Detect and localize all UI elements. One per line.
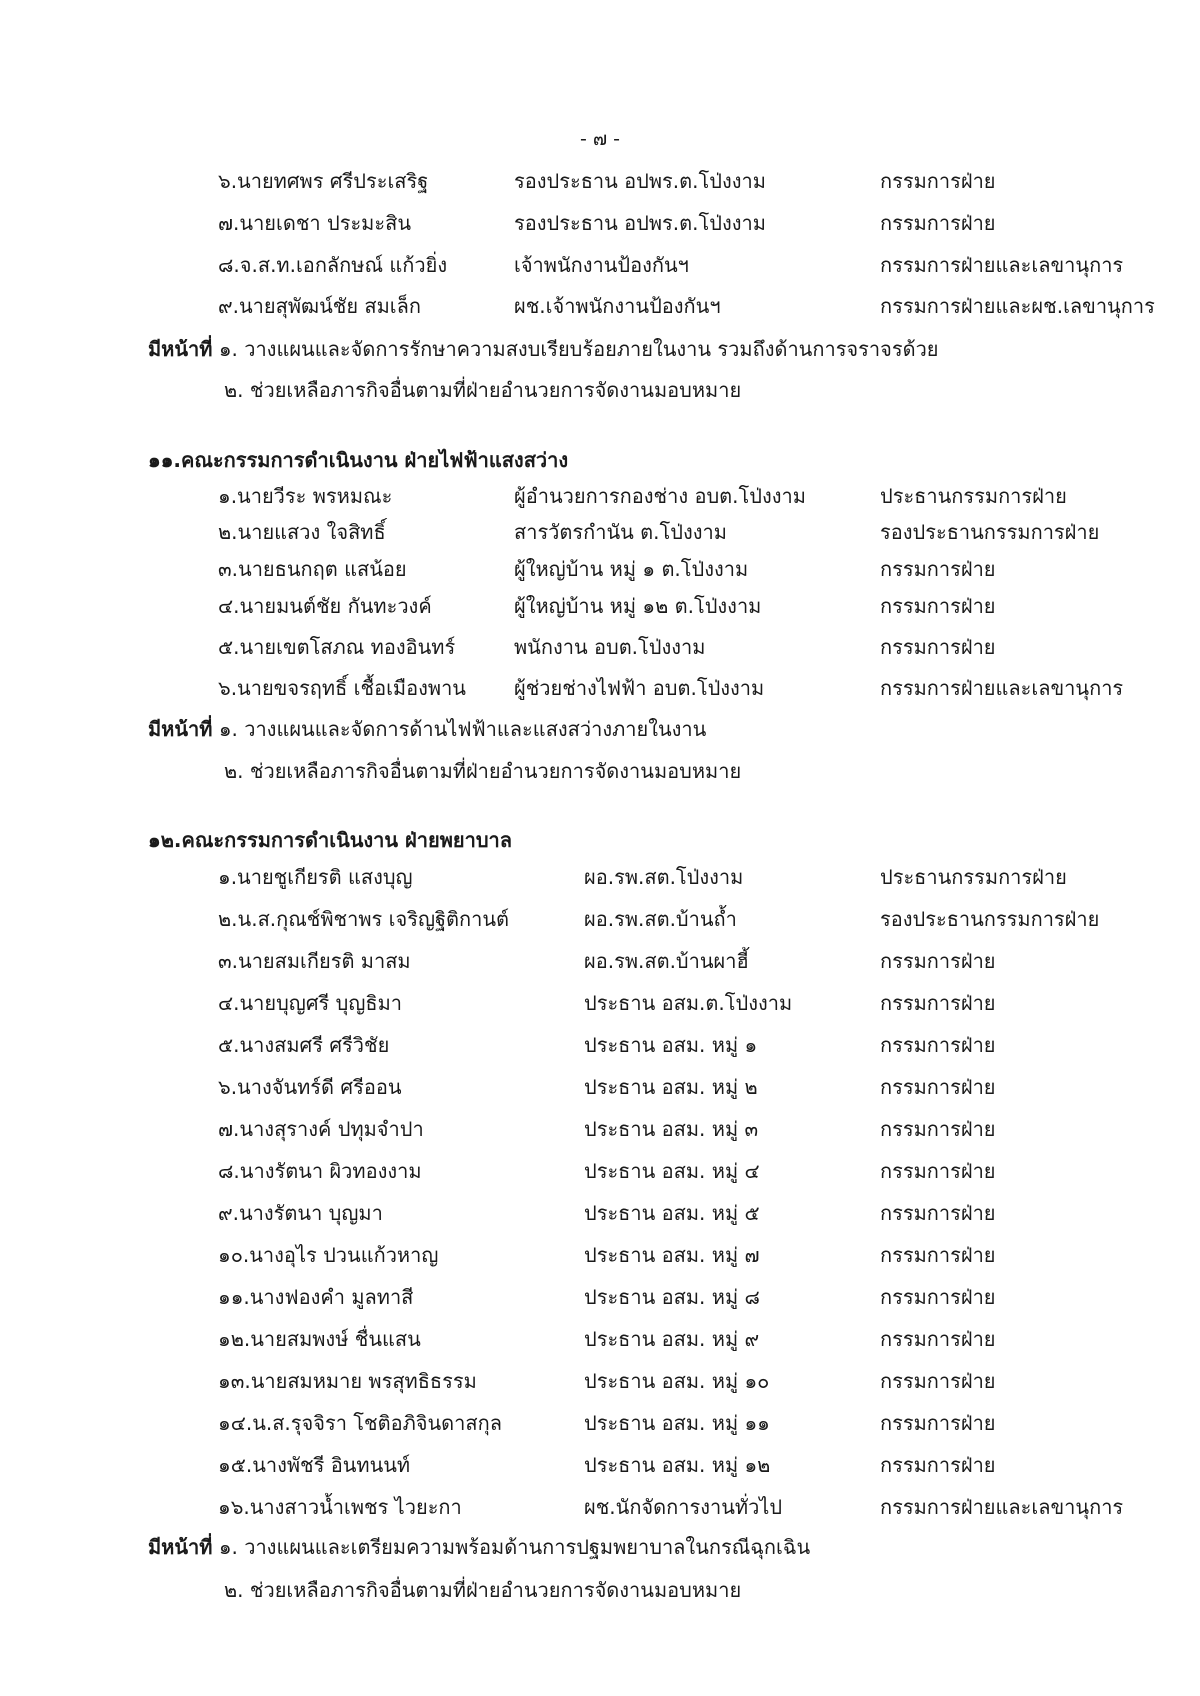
member-row (0, 987, 1200, 1021)
duty-line: ๒. ช่วยเหลือภารกิจอื่นตามที่ฝ่ายอำนวยการจัดงานมอบหมาย (224, 759, 742, 783)
member-position: ผู้ช่วยช่างไฟฟ้า อบต.โป่งงาม (514, 676, 765, 700)
member-row (0, 1449, 1200, 1483)
member-position: ประธาน อสม.ต.โป่งงาม (584, 991, 793, 1015)
member-position: ประธาน อสม. หมู่ ๕ (584, 1201, 760, 1225)
member-row (0, 516, 1200, 550)
member-row (0, 249, 1200, 283)
member-role: กรรมการฝ่าย (880, 1159, 996, 1183)
member-row (0, 1491, 1200, 1525)
duty-line: ๒. ช่วยเหลือภารกิจอื่นตามที่ฝ่ายอำนวยการจัดงานมอบหมาย (224, 1578, 742, 1602)
duty-text: ๑. วางแผนและเตรียมความพร้อมด้านการปฐมพยาบาลในกรณีฉุกเฉิน (218, 1535, 811, 1559)
member-position: พนักงาน อบต.โป่งงาม (514, 635, 706, 659)
member-position: ผู้ใหญ่บ้าน หมู่ ๑ ต.โป่งงาม (514, 557, 749, 581)
member-role: กรรมการฝ่าย (880, 1243, 996, 1267)
member-role: กรรมการฝ่าย (880, 594, 996, 618)
member-position: ประธาน อสม. หมู่ ๑๐ (584, 1369, 770, 1393)
member-position: ประธาน อสม. หมู่ ๑๑ (584, 1411, 770, 1435)
member-position: ประธาน อสม. หมู่ ๗ (584, 1243, 760, 1267)
member-name: ๑๔.น.ส.รุจจิรา โชติอภิจินดาสกุล (218, 1411, 502, 1435)
member-row (0, 480, 1200, 514)
member-role: ประธานกรรมการฝ่าย (880, 865, 1067, 889)
member-role: กรรมการฝ่าย (880, 211, 996, 235)
member-row (0, 1365, 1200, 1399)
member-name: ๗.นายเดชา ประมะสิน (218, 211, 411, 235)
member-name: ๕.นางสมศรี ศรีวิชัย (218, 1033, 390, 1057)
member-role: กรรมการฝ่าย (880, 1327, 996, 1351)
page-number: - ๗ - (579, 128, 621, 150)
member-position: ประธาน อสม. หมู่ ๙ (584, 1327, 760, 1351)
member-position: ผู้ใหญ่บ้าน หมู่ ๑๒ ต.โป่งงาม (514, 594, 762, 618)
member-row (0, 1239, 1200, 1273)
member-name: ๑.นายวีระ พรหมณะ (218, 484, 393, 508)
member-position: ประธาน อสม. หมู่ ๑ (584, 1033, 758, 1057)
member-position: ผอ.รพ.สต.บ้านผาฮี้ (584, 949, 749, 973)
member-row (0, 1281, 1200, 1315)
member-role: กรรมการฝ่าย (880, 1201, 996, 1225)
member-row (0, 1407, 1200, 1441)
member-name: ๑๖.นางสาวน้ำเพชร ไวยะกา (218, 1495, 462, 1519)
member-position: ประธาน อสม. หมู่ ๔ (584, 1159, 760, 1183)
member-row (0, 945, 1200, 979)
duty-line (148, 1531, 810, 1563)
member-position: รองประธาน อปพร.ต.โป่งงาม (514, 169, 766, 193)
member-name: ๔.นายมนต์ชัย กันทะวงค์ (218, 594, 432, 618)
member-name: ๓.นายสมเกียรติ มาสม (218, 949, 411, 973)
duty-line (148, 333, 939, 365)
member-row (0, 1071, 1200, 1105)
member-name: ๑๓.นายสมหมาย พรสุทธิธรรม (218, 1369, 477, 1393)
duty-label: มีหน้าที่ (148, 1535, 213, 1559)
member-name: ๑.นายชูเกียรติ แสงบุญ (218, 865, 413, 889)
member-position: ประธาน อสม. หมู่ ๘ (584, 1285, 760, 1309)
member-role: กรรมการฝ่ายและเลขานุการ (880, 676, 1124, 700)
member-role: กรรมการฝ่าย (880, 1411, 996, 1435)
member-row (0, 861, 1200, 895)
member-position: ประธาน อสม. หมู่ ๒ (584, 1075, 758, 1099)
member-role: รองประธานกรรมการฝ่าย (880, 907, 1100, 931)
member-name: ๙.นางรัตนา บุญมา (218, 1201, 383, 1225)
member-name: ๗.นางสุรางค์ ปทุมจำปา (218, 1117, 424, 1141)
member-name: ๘.จ.ส.ท.เอกลักษณ์ แก้วยิ่ง (218, 253, 448, 277)
member-row (0, 631, 1200, 665)
member-position: รองประธาน อปพร.ต.โป่งงาม (514, 211, 766, 235)
member-name: ๑๒.นายสมพงษ์ ชื่นแสน (218, 1327, 421, 1351)
member-name: ๒.น.ส.กุณช์พิชาพร เจริญฐิติกานต์ (218, 907, 510, 931)
member-row (0, 590, 1200, 624)
member-role: กรรมการฝ่าย (880, 557, 996, 581)
duty-text: ๑. วางแผนและจัดการด้านไฟฟ้าและแสงสว่างภายในงาน (218, 717, 707, 741)
member-role: กรรมการฝ่าย (880, 1117, 996, 1141)
member-role: กรรมการฝ่าย (880, 1453, 996, 1477)
member-name: ๔.นายบุญศรี บุญธิมา (218, 991, 403, 1015)
member-row (0, 553, 1200, 587)
member-name: ๖.นายขจรฤทธิ์ เชื้อเมืองพาน (218, 676, 466, 700)
member-role: กรรมการฝ่าย (880, 949, 996, 973)
member-row (0, 165, 1200, 199)
member-name: ๖.นายทศพร ศรีประเสริฐ (218, 169, 429, 193)
member-name: ๑๕.นางพัชรี อินทนนท์ (218, 1453, 411, 1477)
member-row (0, 1323, 1200, 1357)
member-name: ๖.นางจันทร์ดี ศรีออน (218, 1075, 402, 1099)
member-position: ผอ.รพ.สต.โป่งงาม (584, 865, 744, 889)
member-name: ๓.นายธนกฤต แสน้อย (218, 557, 407, 581)
section-heading: ๑๑.คณะกรรมการดำเนินงาน ฝ่ายไฟฟ้าแสงสว่าง (148, 448, 569, 472)
member-name: ๒.นายแสวง ใจสิทธิ์ (218, 520, 386, 544)
member-position: ผช.เจ้าพนักงานป้องกันฯ (514, 294, 721, 318)
member-name: ๕.นายเขตโสภณ ทองอินทร์ (218, 635, 456, 659)
section-heading: ๑๒.คณะกรรมการดำเนินงาน ฝ่ายพยาบาล (148, 828, 513, 852)
member-name: ๑๑.นางฟองคำ มูลทาสี (218, 1285, 414, 1309)
member-position: ผู้อำนวยการกองช่าง อบต.โป่งงาม (514, 484, 806, 508)
member-role: กรรมการฝ่ายและเลขานุการ (880, 253, 1124, 277)
member-role: กรรมการฝ่ายและผช.เลขานุการ (880, 294, 1155, 318)
member-role: ประธานกรรมการฝ่าย (880, 484, 1067, 508)
member-name: ๑๐.นางอุไร ปวนแก้วหาญ (218, 1243, 439, 1267)
member-role: กรรมการฝ่าย (880, 991, 996, 1015)
member-role: กรรมการฝ่าย (880, 1033, 996, 1057)
member-row (0, 903, 1200, 937)
duty-text: ๑. วางแผนและจัดการรักษาความสงบเรียบร้อยภายในงาน รวมถึงด้านการจราจรด้วย (218, 337, 939, 361)
member-role: กรรมการฝ่าย (880, 1369, 996, 1393)
member-role: กรรมการฝ่าย (880, 169, 996, 193)
member-row (0, 290, 1200, 324)
member-role: กรรมการฝ่ายและเลขานุการ (880, 1495, 1124, 1519)
member-position: ประธาน อสม. หมู่ ๑๒ (584, 1453, 771, 1477)
member-row (0, 1155, 1200, 1189)
member-row (0, 672, 1200, 706)
member-row (0, 1197, 1200, 1231)
member-name: ๘.นางรัตนา ผิวทองงาม (218, 1159, 422, 1183)
member-position: เจ้าพนักงานป้องกันฯ (514, 253, 689, 277)
member-row (0, 207, 1200, 241)
member-role: กรรมการฝ่าย (880, 1285, 996, 1309)
member-row (0, 1113, 1200, 1147)
duty-label: มีหน้าที่ (148, 717, 213, 741)
member-position: ผอ.รพ.สต.บ้านถ้ำ (584, 907, 737, 931)
duty-label: มีหน้าที่ (148, 337, 213, 361)
member-position: สารวัตรกำนัน ต.โป่งงาม (514, 520, 727, 544)
member-position: ผช.นักจัดการงานทั่วไป (584, 1495, 783, 1519)
member-role: รองประธานกรรมการฝ่าย (880, 520, 1100, 544)
member-position: ประธาน อสม. หมู่ ๓ (584, 1117, 759, 1141)
member-row (0, 1029, 1200, 1063)
member-role: กรรมการฝ่าย (880, 635, 996, 659)
member-role: กรรมการฝ่าย (880, 1075, 996, 1099)
duty-line: ๒. ช่วยเหลือภารกิจอื่นตามที่ฝ่ายอำนวยการจัดงานมอบหมาย (224, 378, 742, 402)
member-name: ๙.นายสุพัฒน์ชัย สมเล็ก (218, 294, 421, 318)
duty-line (148, 713, 706, 745)
